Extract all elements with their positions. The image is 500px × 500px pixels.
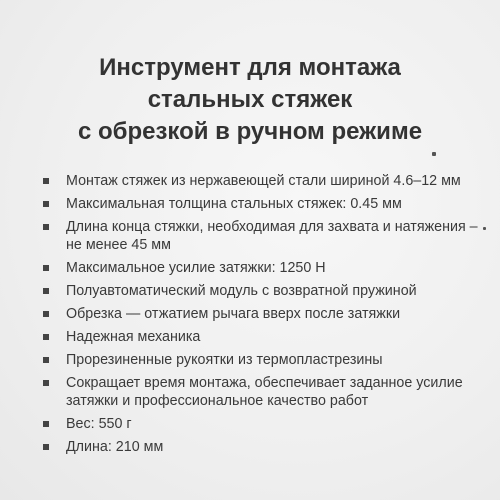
list-item-text: Надежная механика (66, 329, 201, 345)
list-item-text: Монтаж стяжек из нержавеющей стали шириной 4.6–12 мм (66, 173, 461, 189)
list-item-text: Обрезка — отжатием рычага вверх после затяжки (66, 306, 401, 322)
list-item-text: Длина: 210 мм (66, 439, 164, 455)
list-item (40, 259, 495, 277)
list-item (40, 195, 495, 213)
list-item (40, 328, 495, 346)
bullet-icon (43, 421, 49, 427)
bullet-icon (43, 311, 49, 317)
title-line-2: стальных стяжек (147, 86, 353, 113)
title-line-3: с обрезкой в ручном режиме (77, 118, 423, 145)
bullet-icon (43, 178, 49, 184)
list-item-text: Сокращает время монтажа, обеспечивает заданное усилие затяжки и профессиональное качество работ (66, 375, 463, 409)
print-speck (432, 152, 436, 156)
bullet-icon (43, 265, 49, 271)
list-item (40, 305, 495, 323)
bullet-icon (43, 288, 49, 294)
bullet-icon (43, 334, 49, 340)
list-item-text: Прорезиненные рукоятки из термопластрезины (66, 352, 383, 368)
feature-list (40, 172, 495, 461)
list-item-text: Максимальное усилие затяжки: 1250 Н (66, 260, 326, 276)
list-item (40, 415, 495, 433)
list-item (40, 218, 495, 254)
bullet-icon (43, 380, 49, 386)
page-title (20, 52, 480, 148)
bullet-icon (43, 357, 49, 363)
list-item (40, 374, 495, 410)
list-item (40, 351, 495, 369)
list-item-text: Длина конца стяжки, необходимая для захвата и натяжения – не менее 45 мм (66, 219, 478, 253)
list-item-text: Вес: 550 г (66, 416, 132, 432)
list-item (40, 172, 495, 190)
list-item (40, 282, 495, 300)
title-line-1: Инструмент для монтажа (99, 54, 401, 81)
list-item-text: Полуавтоматический модуль с возвратной пружиной (66, 283, 417, 299)
bullet-icon (43, 224, 49, 230)
list-item-text: Максимальная толщина стальных стяжек: 0.45 мм (66, 196, 402, 212)
list-item (40, 438, 495, 456)
bullet-icon (43, 444, 49, 450)
bullet-icon (43, 201, 49, 207)
